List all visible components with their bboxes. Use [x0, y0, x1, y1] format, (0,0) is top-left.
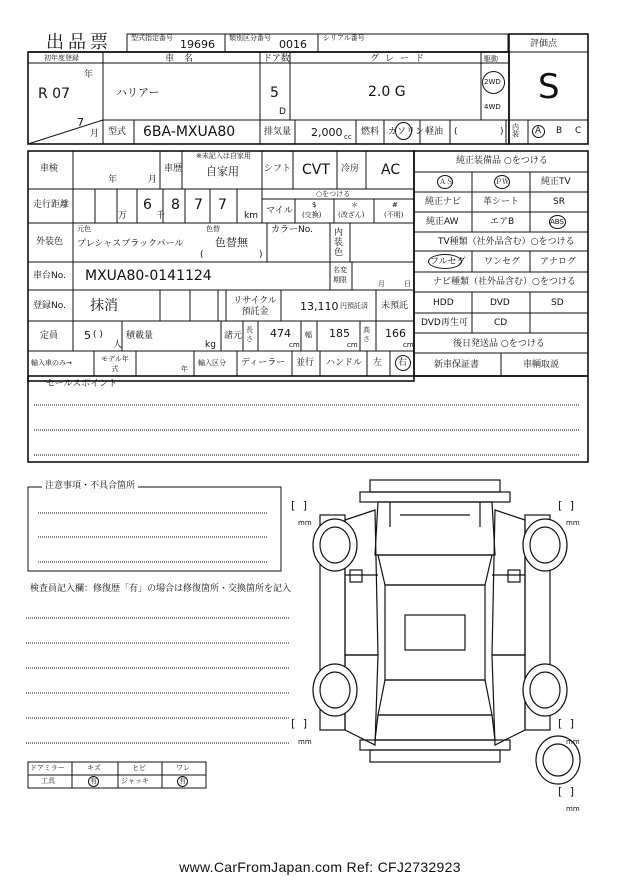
import-parallel: 並行: [296, 358, 315, 368]
doors-value: 5: [270, 85, 279, 101]
height-value: 166: [385, 327, 406, 340]
capacity-unit: 人: [113, 340, 123, 350]
first-reg-month-suffix: 月: [90, 129, 100, 139]
mileage-man-unit: 万: [118, 211, 128, 221]
meter-tamper: (改ざん): [338, 211, 365, 219]
orig-color: プレシャスブラックパール: [77, 239, 184, 249]
color-no-label: カラーNo.: [271, 225, 313, 235]
equip-airbag: エアB: [490, 217, 515, 227]
shift-label: シフト: [264, 164, 292, 174]
fuel-label: 燃料: [361, 127, 380, 137]
equip-pw: ＰＷ: [495, 178, 509, 186]
legend-jack: ジャッキ: [121, 777, 149, 785]
shaken-month: 月: [148, 175, 158, 185]
legend-crack: ヒビ: [132, 764, 146, 772]
fuel-gasoline: ガソリン: [388, 127, 425, 137]
color-change-paren-close: ): [259, 250, 263, 260]
history-value: 自家用: [206, 165, 239, 178]
sales-point-label: セールスポイント: [46, 379, 118, 389]
registration-value: 抹消: [90, 298, 118, 314]
later-items-label: 後日発送品 ○をつける: [453, 339, 545, 349]
mileage-label: 走行距離: [33, 200, 70, 210]
mileage-sen-unit: 千: [156, 211, 166, 221]
watermark-footer: www.CarFromJapan.com Ref: CFJ2732923: [179, 859, 461, 875]
drive-label: 駆動: [484, 55, 498, 63]
navi-dvd-play: DVD再生可: [421, 318, 468, 328]
height-unit: cm: [403, 341, 414, 349]
history-label: 車歴: [164, 164, 183, 174]
navi-sd: SD: [551, 298, 564, 308]
chassis-value: MXUA80-0141124: [85, 268, 212, 284]
displacement-value: 2,000: [311, 126, 343, 139]
tire-front-left-depth: [ ]: [291, 499, 310, 512]
length-label: 長さ: [246, 326, 253, 343]
registration-label: 登録No.: [33, 301, 66, 311]
first-reg-era: R 07: [38, 86, 70, 102]
shift-value: CVT: [302, 162, 330, 178]
mileage-digit: 8: [171, 197, 180, 213]
tv-fullseg: フルセグ: [430, 257, 466, 267]
color-change-paren: (: [200, 250, 204, 260]
length-unit: cm: [289, 341, 300, 349]
fuel-other-close: ): [500, 127, 504, 137]
genuine-equipment-label: 純正装備品 ○をつける: [456, 156, 548, 166]
model-type-label: 型式: [108, 127, 127, 137]
evaluation-score: S: [538, 67, 560, 107]
mileage-digit: 7: [194, 197, 203, 213]
category-label: 類別区分番号: [229, 34, 271, 42]
equip-leather: 革シート: [483, 197, 520, 207]
mileage-digit: 7: [218, 197, 227, 213]
handle-label: ハンドル: [326, 358, 363, 368]
doors-suffix: D: [279, 107, 286, 117]
name-change-day: 日: [404, 280, 411, 288]
tire-rear-left-mm: mm: [298, 738, 312, 746]
fuel-other: (: [454, 127, 458, 137]
meter-exchange: (交換): [302, 211, 322, 219]
meter-label: マイル: [266, 206, 293, 216]
length-value: 474: [270, 327, 291, 340]
capacity-value: 5: [84, 329, 91, 342]
load-label: 積載量: [126, 331, 154, 341]
displacement-unit: cc: [344, 133, 352, 141]
color-change-label: 色替: [206, 225, 220, 233]
car-name: ハリアー: [116, 86, 160, 99]
interior-label: 内装: [512, 123, 519, 138]
tv-oneseg: ワンセグ: [484, 257, 521, 267]
capacity-paren: ( ): [93, 330, 103, 340]
equip-abs: ABS: [550, 218, 564, 226]
legend-break: ワレ: [176, 764, 190, 772]
meter-unknown: (不明): [384, 211, 404, 219]
equip-sr: SR: [553, 197, 565, 207]
ac-label: 冷房: [341, 164, 360, 174]
legend-tools-have: 有: [90, 777, 97, 785]
tire-rear-right-depth: [ ]: [558, 717, 577, 730]
meter-tamper-symbol: ＊: [351, 201, 358, 209]
chassis-label: 車台No.: [33, 271, 66, 281]
legend-scratch: キズ: [87, 764, 101, 772]
recycle-value: 13,110: [300, 300, 339, 313]
equip-aw: 純正AW: [426, 217, 459, 227]
tire-spare-depth: [ ]: [558, 785, 577, 798]
drive-4wd: 4WD: [484, 103, 501, 111]
tire-front-right-mm: mm: [566, 519, 580, 527]
equip-as: ＡＳ: [439, 178, 453, 186]
name-change-month: 月: [378, 280, 385, 288]
interior-c: C: [575, 126, 582, 136]
width-unit: cm: [347, 341, 358, 349]
width-label: 幅: [305, 331, 312, 339]
tv-type-label: TV種類（社外品含む）○をつける: [438, 237, 575, 247]
model-cert-label: 型式指定番号: [131, 34, 173, 42]
inspector-label: 検査員記入欄：修復歴「有」の場合は修復箇所・交換箇所を記入: [30, 584, 292, 594]
model-cert-value: 19696: [180, 38, 215, 51]
grade-value: 2.0 G: [368, 84, 406, 100]
width-value: 185: [329, 327, 350, 340]
interior-a: A: [535, 126, 542, 136]
handle-left: 左: [373, 358, 383, 368]
interior-b: B: [556, 126, 563, 136]
navi-type-label: ナビ種類（社外品含む）○をつける: [433, 277, 576, 287]
doors-label: ドア数: [263, 54, 290, 64]
load-unit: kg: [205, 340, 216, 350]
history-note: ※未記入は自家用: [196, 152, 251, 160]
tire-rear-left-depth: [ ]: [291, 717, 310, 730]
model-year-label: モデル年式: [101, 355, 129, 373]
height-label: 高さ: [363, 326, 370, 343]
tire-rear-right-mm: mm: [566, 738, 580, 746]
serial-label: シリアル番号: [323, 34, 365, 42]
recycle-paid: 円預託済: [340, 302, 368, 310]
tv-analog: アナログ: [540, 257, 577, 267]
import-dealer: ディーラー: [241, 358, 286, 368]
car-name-label: 車名: [165, 54, 204, 64]
orig-color-label: 元色: [77, 225, 91, 233]
shaken-label: 車検: [40, 164, 59, 174]
name-change-label: 名変期限: [333, 266, 347, 284]
capacity-label: 定員: [40, 331, 59, 341]
handle-right: 右: [398, 358, 408, 368]
sheet-title: 出品票: [46, 32, 112, 53]
shaken-year: 年: [108, 175, 118, 185]
tire-spare-mm: mm: [566, 805, 580, 813]
mileage-man: 6: [143, 197, 152, 213]
recycle-unpaid: 未預託: [381, 301, 409, 311]
displacement-label: 排気量: [264, 127, 292, 137]
grade-score-label: 評価点: [530, 39, 558, 49]
color-label: 外装色: [36, 237, 64, 247]
ac-value: AC: [381, 162, 401, 178]
meter-exchange-symbol: $: [312, 201, 317, 209]
dims-label: 諸元: [224, 331, 243, 341]
model-year-unit: 年: [181, 365, 188, 373]
import-label: 輸入車のみ→: [31, 359, 72, 367]
navi-cd: CD: [494, 318, 508, 328]
first-reg-label: 初年度登録: [44, 54, 79, 62]
fuel-light-oil: 軽油: [425, 127, 444, 137]
recycle-label: リサイクル預託金: [233, 296, 277, 317]
first-reg-month: 7: [77, 116, 84, 129]
navi-hdd: HDD: [433, 298, 454, 308]
import-type-label: 輸入区分: [198, 359, 226, 367]
tire-front-right-depth: [ ]: [558, 499, 577, 512]
equip-navi: 純正ナビ: [425, 197, 462, 207]
mileage-unit: km: [244, 211, 258, 221]
grade-label: グレード: [370, 54, 431, 64]
caution-label: 注意事項・不具合箇所: [42, 482, 138, 491]
first-reg-year-suffix: 年: [84, 70, 94, 80]
car-body-diagram: [290, 475, 590, 815]
legend-mirror: ドアミラー: [30, 764, 65, 772]
meter-note: ○をつける: [316, 190, 351, 198]
meter-unknown-symbol: #: [392, 201, 398, 209]
model-type: 6BA-MXUA80: [143, 124, 236, 140]
category-value: 0016: [279, 38, 307, 51]
navi-dvd: DVD: [490, 298, 510, 308]
drive-2wd: 2WD: [484, 78, 501, 86]
interior-color-label: 内装色: [334, 228, 344, 258]
legend-tools: 工具: [41, 777, 55, 785]
legend-jack-have: 有: [179, 777, 186, 785]
equip-tv: 純正TV: [541, 177, 571, 187]
later-manual: 車輌取説: [523, 360, 560, 370]
tire-front-left-mm: mm: [298, 519, 312, 527]
color-change: 色替無: [215, 236, 248, 249]
later-warranty: 新車保証書: [434, 360, 480, 370]
